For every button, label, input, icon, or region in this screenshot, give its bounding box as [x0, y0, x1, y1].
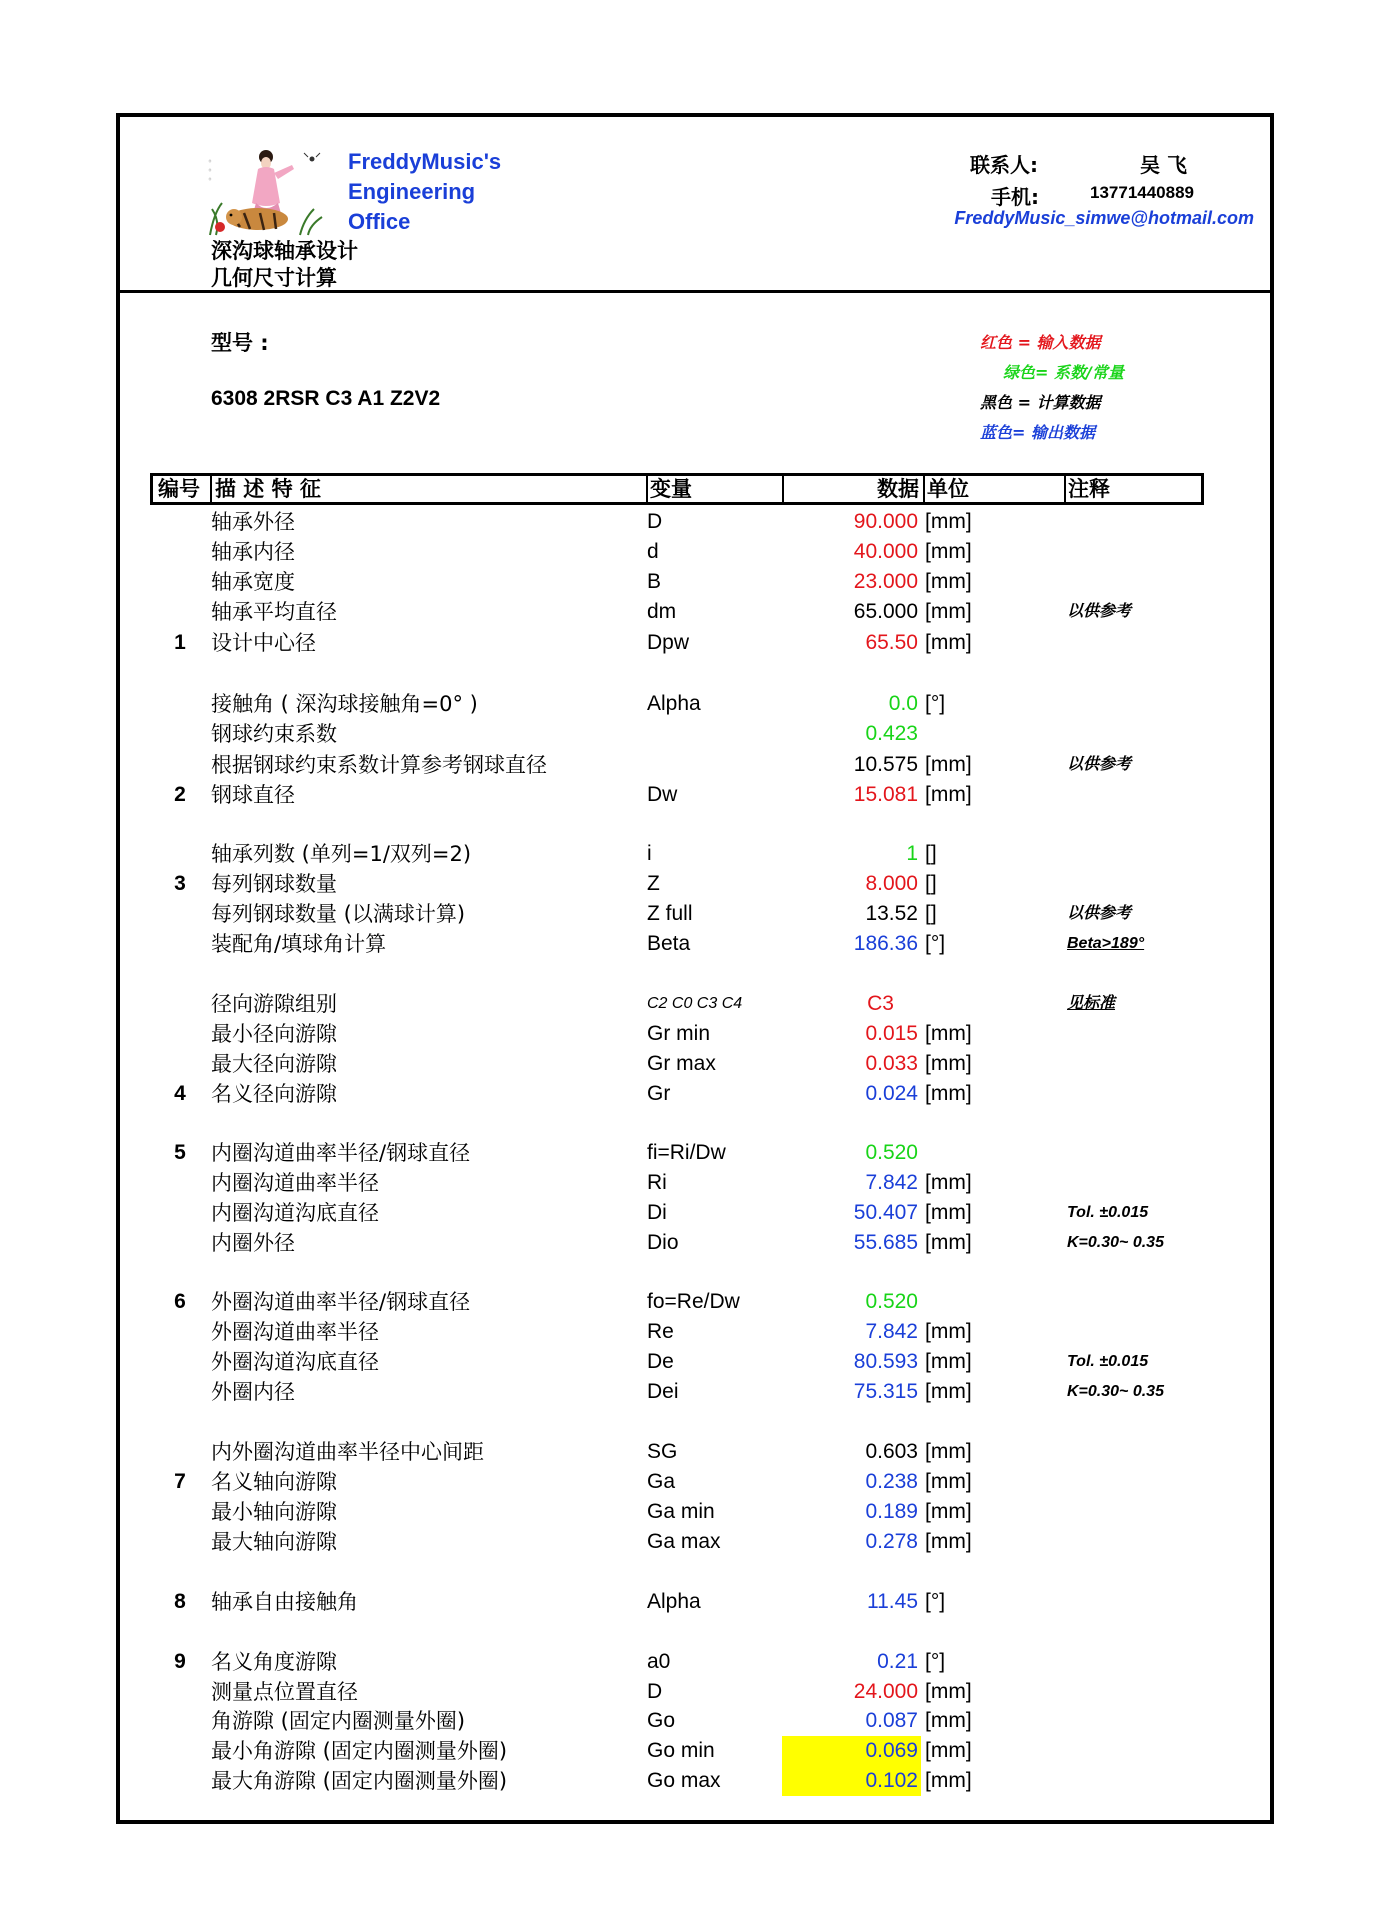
row-description: 内圈外径	[211, 1231, 295, 1255]
row-value[interactable]: 90.000	[853, 510, 918, 533]
table-row	[0, 839, 1381, 869]
legend-item: 绿色= 系数/常量	[1003, 363, 1124, 382]
table-row	[0, 719, 1381, 749]
row-value: 80.593	[853, 1350, 918, 1373]
row-value: 186.36	[853, 932, 918, 955]
row-description: 设计中心径	[211, 631, 316, 655]
row-variable: fo=Re/Dw	[647, 1290, 740, 1313]
phone-number: 13771440889	[1090, 183, 1195, 202]
row-variable: Ri	[647, 1171, 667, 1194]
row-value[interactable]: 15.081	[853, 783, 918, 806]
row-value: 10.575	[853, 753, 918, 776]
row-variable: Ga min	[647, 1500, 715, 1523]
row-number: 4	[174, 1082, 186, 1105]
table-row	[0, 1736, 1381, 1766]
row-variable: Dei	[647, 1380, 679, 1403]
row-value: 0.603	[865, 1440, 918, 1463]
row-note: Beta>189°	[1067, 935, 1145, 952]
row-variable: Beta	[647, 932, 691, 955]
row-unit: [mm]	[925, 753, 972, 776]
table-row	[0, 1317, 1381, 1347]
row-value[interactable]: C3	[867, 992, 894, 1015]
row-variable: d	[647, 540, 659, 563]
row-unit: [mm]	[925, 570, 972, 593]
row-description: 接触角 ( 深沟球接触角=0° )	[211, 692, 478, 716]
column-divider	[210, 476, 212, 502]
header-var: 变量	[650, 477, 692, 501]
row-variable: Dw	[647, 783, 678, 806]
table-row	[0, 1049, 1381, 1079]
row-variable: Re	[647, 1320, 674, 1343]
row-description: 内圈沟道曲率半径	[211, 1171, 379, 1195]
row-value: 7.842	[865, 1320, 918, 1343]
row-description: 每列钢球数量	[211, 872, 337, 896]
row-value: 75.315	[853, 1380, 918, 1403]
table-row	[0, 1647, 1381, 1677]
legend-item: 蓝色= 输出数据	[980, 423, 1095, 442]
row-description: 测量点位置直径	[211, 1680, 358, 1704]
row-value: 0.024	[865, 1082, 918, 1105]
row-number: 7	[174, 1470, 186, 1493]
table-row	[0, 1228, 1381, 1258]
table-row	[0, 1587, 1381, 1617]
row-value: 0.0	[888, 692, 918, 715]
document-title	[211, 238, 358, 292]
row-number: 5	[174, 1141, 186, 1164]
row-variable: Ga max	[647, 1530, 721, 1553]
row-value[interactable]: 0.033	[865, 1052, 918, 1075]
table-row	[0, 537, 1381, 567]
header-note: 注释	[1068, 477, 1110, 501]
row-note: 以供参考	[1067, 756, 1132, 773]
row-description: 外圈沟道曲率半径	[211, 1320, 379, 1344]
row-unit: [mm]	[925, 1350, 972, 1373]
row-number: 1	[174, 631, 186, 654]
table-header	[150, 473, 1204, 505]
row-value: 13.52	[865, 902, 918, 925]
table-row	[0, 507, 1381, 537]
row-variable: Z	[647, 872, 660, 895]
row-value: 0.102	[865, 1769, 918, 1792]
row-description: 内圈沟道曲率半径/钢球直径	[211, 1141, 471, 1165]
firm-line: Engineering	[348, 179, 476, 204]
row-number: 3	[174, 872, 186, 895]
table-row	[0, 689, 1381, 719]
row-value[interactable]: 40.000	[853, 540, 918, 563]
column-divider	[782, 476, 784, 502]
row-unit: [mm]	[925, 1709, 972, 1732]
row-unit: [°]	[925, 692, 946, 715]
row-description: 轴承列数 (单列=1/双列=2)	[211, 842, 472, 866]
legend-item: 黑色 = 计算数据	[980, 393, 1101, 412]
row-description: 名义径向游隙	[211, 1082, 337, 1106]
table-row	[0, 1019, 1381, 1049]
row-value: 65.000	[853, 600, 918, 623]
row-value: 11.45	[867, 1590, 918, 1613]
contact-label: 联系人:	[970, 153, 1038, 177]
row-variable: Gr min	[647, 1022, 710, 1045]
row-variable: Dio	[647, 1231, 679, 1254]
row-unit: []	[925, 872, 937, 895]
row-description: 钢球约束系数	[211, 722, 337, 746]
row-number: 8	[174, 1590, 186, 1613]
row-unit: [mm]	[925, 1052, 972, 1075]
row-unit: [mm]	[925, 600, 972, 623]
row-variable: D	[647, 510, 663, 533]
row-value[interactable]: 8.000	[865, 872, 918, 895]
table-row	[0, 1347, 1381, 1377]
header-desc: 描 述 特 征	[215, 477, 321, 501]
row-unit: [mm]	[925, 1769, 972, 1792]
table-row	[0, 1138, 1381, 1168]
row-unit: [mm]	[925, 540, 972, 563]
row-value[interactable]: 24.000	[853, 1680, 918, 1703]
column-divider	[1064, 476, 1066, 502]
lady-with-tiger-painting-icon	[200, 143, 335, 238]
row-variable: Alpha	[647, 1590, 701, 1613]
table-row	[0, 869, 1381, 899]
row-variable: Go max	[647, 1769, 721, 1792]
row-value[interactable]: 65.50	[865, 631, 918, 654]
table-row	[0, 1437, 1381, 1467]
table-row	[0, 1706, 1381, 1736]
column-divider	[923, 476, 925, 502]
firm-name	[348, 147, 501, 237]
row-value: 0.189	[865, 1500, 918, 1523]
row-value: 0.087	[865, 1709, 918, 1732]
table-row	[0, 1677, 1381, 1707]
title-line: 深沟球轴承设计	[211, 239, 358, 263]
row-unit: [°]	[925, 1650, 946, 1673]
row-number: 2	[174, 783, 186, 806]
row-note: 以供参考	[1067, 905, 1132, 922]
row-variable: SG	[647, 1440, 678, 1463]
table-row	[0, 1287, 1381, 1317]
row-value: 0.21	[877, 1650, 918, 1673]
row-description: 名义轴向游隙	[211, 1470, 337, 1494]
column-divider	[646, 476, 648, 502]
row-description: 内外圈沟道曲率半径中心间距	[211, 1440, 484, 1464]
row-variable: Di	[647, 1201, 667, 1224]
header-unit: 单位	[927, 477, 969, 501]
row-description: 轴承平均直径	[211, 600, 337, 624]
row-unit: [mm]	[925, 1231, 972, 1254]
row-value: 1	[906, 842, 918, 865]
row-value: 0.069	[865, 1739, 918, 1762]
row-unit: [mm]	[925, 1201, 972, 1224]
row-description: 每列钢球数量 (以满球计算)	[211, 902, 466, 926]
row-variable: dm	[647, 600, 677, 623]
row-unit: [mm]	[925, 1380, 972, 1403]
row-description: 最大轴向游隙	[211, 1530, 337, 1554]
row-description: 最小角游隙 (固定内圈测量外圈)	[211, 1739, 508, 1763]
row-variable: Ga	[647, 1470, 676, 1493]
table-row	[0, 1168, 1381, 1198]
row-unit: [mm]	[925, 631, 972, 654]
row-variable: D	[647, 1680, 663, 1703]
table-row	[0, 1766, 1381, 1796]
row-variable: Go	[647, 1709, 676, 1732]
row-variable: De	[647, 1350, 674, 1373]
phone-label: 手机:	[991, 185, 1039, 209]
model-label: 型号 :	[211, 331, 269, 355]
row-unit: [mm]	[925, 783, 972, 806]
row-variable: Dpw	[647, 631, 690, 654]
row-description: 轴承宽度	[211, 570, 295, 594]
row-variable: fi=Ri/Dw	[647, 1141, 726, 1164]
table-row	[0, 1497, 1381, 1527]
row-description: 外圈沟道沟底直径	[211, 1350, 379, 1374]
firm-line: Office	[348, 209, 411, 234]
row-variable: Alpha	[647, 692, 701, 715]
row-note: Tol. ±0.015	[1067, 1204, 1149, 1221]
row-unit: [mm]	[925, 1320, 972, 1343]
row-unit: [mm]	[925, 1440, 972, 1463]
table-row	[0, 1079, 1381, 1109]
title-line: 几何尺寸计算	[211, 266, 337, 290]
table-row	[0, 1377, 1381, 1407]
row-value[interactable]: 0.015	[865, 1022, 918, 1045]
header-val: 数据	[877, 477, 919, 501]
row-value: 50.407	[853, 1201, 918, 1224]
row-value: 0.423	[865, 722, 918, 745]
row-value[interactable]: 23.000	[853, 570, 918, 593]
row-unit: [mm]	[925, 1082, 972, 1105]
row-value: 7.842	[865, 1171, 918, 1194]
row-description: 外圈内径	[211, 1380, 295, 1404]
row-unit: [mm]	[925, 1680, 972, 1703]
row-description: 名义角度游隙	[211, 1650, 337, 1674]
row-variable: B	[647, 570, 662, 593]
row-description: 最大角游隙 (固定内圈测量外圈)	[211, 1769, 508, 1793]
row-description: 内圈沟道沟底直径	[211, 1201, 379, 1225]
row-value: 0.520	[865, 1290, 918, 1313]
row-variable: Gr max	[647, 1052, 716, 1075]
email-link[interactable]: FreddyMusic_simwe@hotmail.com	[954, 208, 1254, 228]
row-unit: [°]	[925, 1590, 946, 1613]
color-legend	[980, 328, 1160, 448]
firm-line: FreddyMusic's	[348, 149, 502, 174]
svg-text:◦◦◦: ◦◦◦	[205, 157, 215, 184]
contact-name: 吴 飞	[1140, 153, 1187, 177]
table-row	[0, 780, 1381, 810]
row-unit: [mm]	[925, 1500, 972, 1523]
row-variable: Z full	[647, 902, 693, 925]
row-note: K=0.30~ 0.35	[1067, 1234, 1164, 1251]
row-description: 轴承自由接触角	[211, 1590, 358, 1614]
row-note: Tol. ±0.015	[1067, 1353, 1149, 1370]
row-note: 以供参考	[1067, 603, 1132, 620]
row-description: 角游隙 (固定内圈测量外圈)	[211, 1709, 466, 1733]
legend-item: 红色 = 输入数据	[980, 333, 1101, 352]
row-number: 6	[174, 1290, 186, 1313]
header-num: 编号	[158, 477, 200, 501]
row-unit: [mm]	[925, 1022, 972, 1045]
table-row	[0, 567, 1381, 597]
table-row	[0, 750, 1381, 780]
table-row	[0, 1198, 1381, 1228]
row-variable: C2 C0 C3 C4	[647, 995, 743, 1012]
row-unit: []	[925, 902, 937, 925]
row-description: 根据钢球约束系数计算参考钢球直径	[211, 753, 547, 777]
table-row	[0, 989, 1381, 1019]
model-value: 6308 2RSR C3 A1 Z2V2	[211, 387, 441, 410]
table-row	[0, 1527, 1381, 1557]
row-description: 最小轴向游隙	[211, 1500, 337, 1524]
row-variable: Go min	[647, 1739, 715, 1762]
row-value: 0.278	[865, 1530, 918, 1553]
row-unit: [mm]	[925, 1739, 972, 1762]
row-unit: [mm]	[925, 1470, 972, 1493]
row-variable: Gr	[647, 1082, 671, 1105]
row-description: 钢球直径	[211, 783, 295, 807]
row-note: 见标准	[1067, 995, 1116, 1012]
row-description: 轴承内径	[211, 540, 295, 564]
row-number: 9	[174, 1650, 186, 1673]
table-row	[0, 1467, 1381, 1497]
row-unit: [mm]	[925, 1171, 972, 1194]
table-row	[0, 597, 1381, 627]
row-value: 0.520	[865, 1141, 918, 1164]
row-description: 径向游隙组别	[211, 992, 337, 1016]
row-value: 0.238	[865, 1470, 918, 1493]
table-row	[0, 929, 1381, 959]
row-description: 外圈沟道曲率半径/钢球直径	[211, 1290, 471, 1314]
row-description: 最小径向游隙	[211, 1022, 337, 1046]
row-note: K=0.30~ 0.35	[1067, 1383, 1164, 1400]
row-variable: i	[647, 842, 652, 865]
row-unit: [mm]	[925, 1530, 972, 1553]
row-unit: [mm]	[925, 510, 972, 533]
table-row	[0, 628, 1381, 658]
row-description: 装配角/填球角计算	[211, 932, 387, 956]
row-unit: [°]	[925, 932, 946, 955]
row-description: 最大径向游隙	[211, 1052, 337, 1076]
row-variable: a0	[647, 1650, 671, 1673]
row-value: 55.685	[853, 1231, 918, 1254]
row-unit: []	[925, 842, 937, 865]
row-description: 轴承外径	[211, 510, 295, 534]
table-row	[0, 899, 1381, 929]
